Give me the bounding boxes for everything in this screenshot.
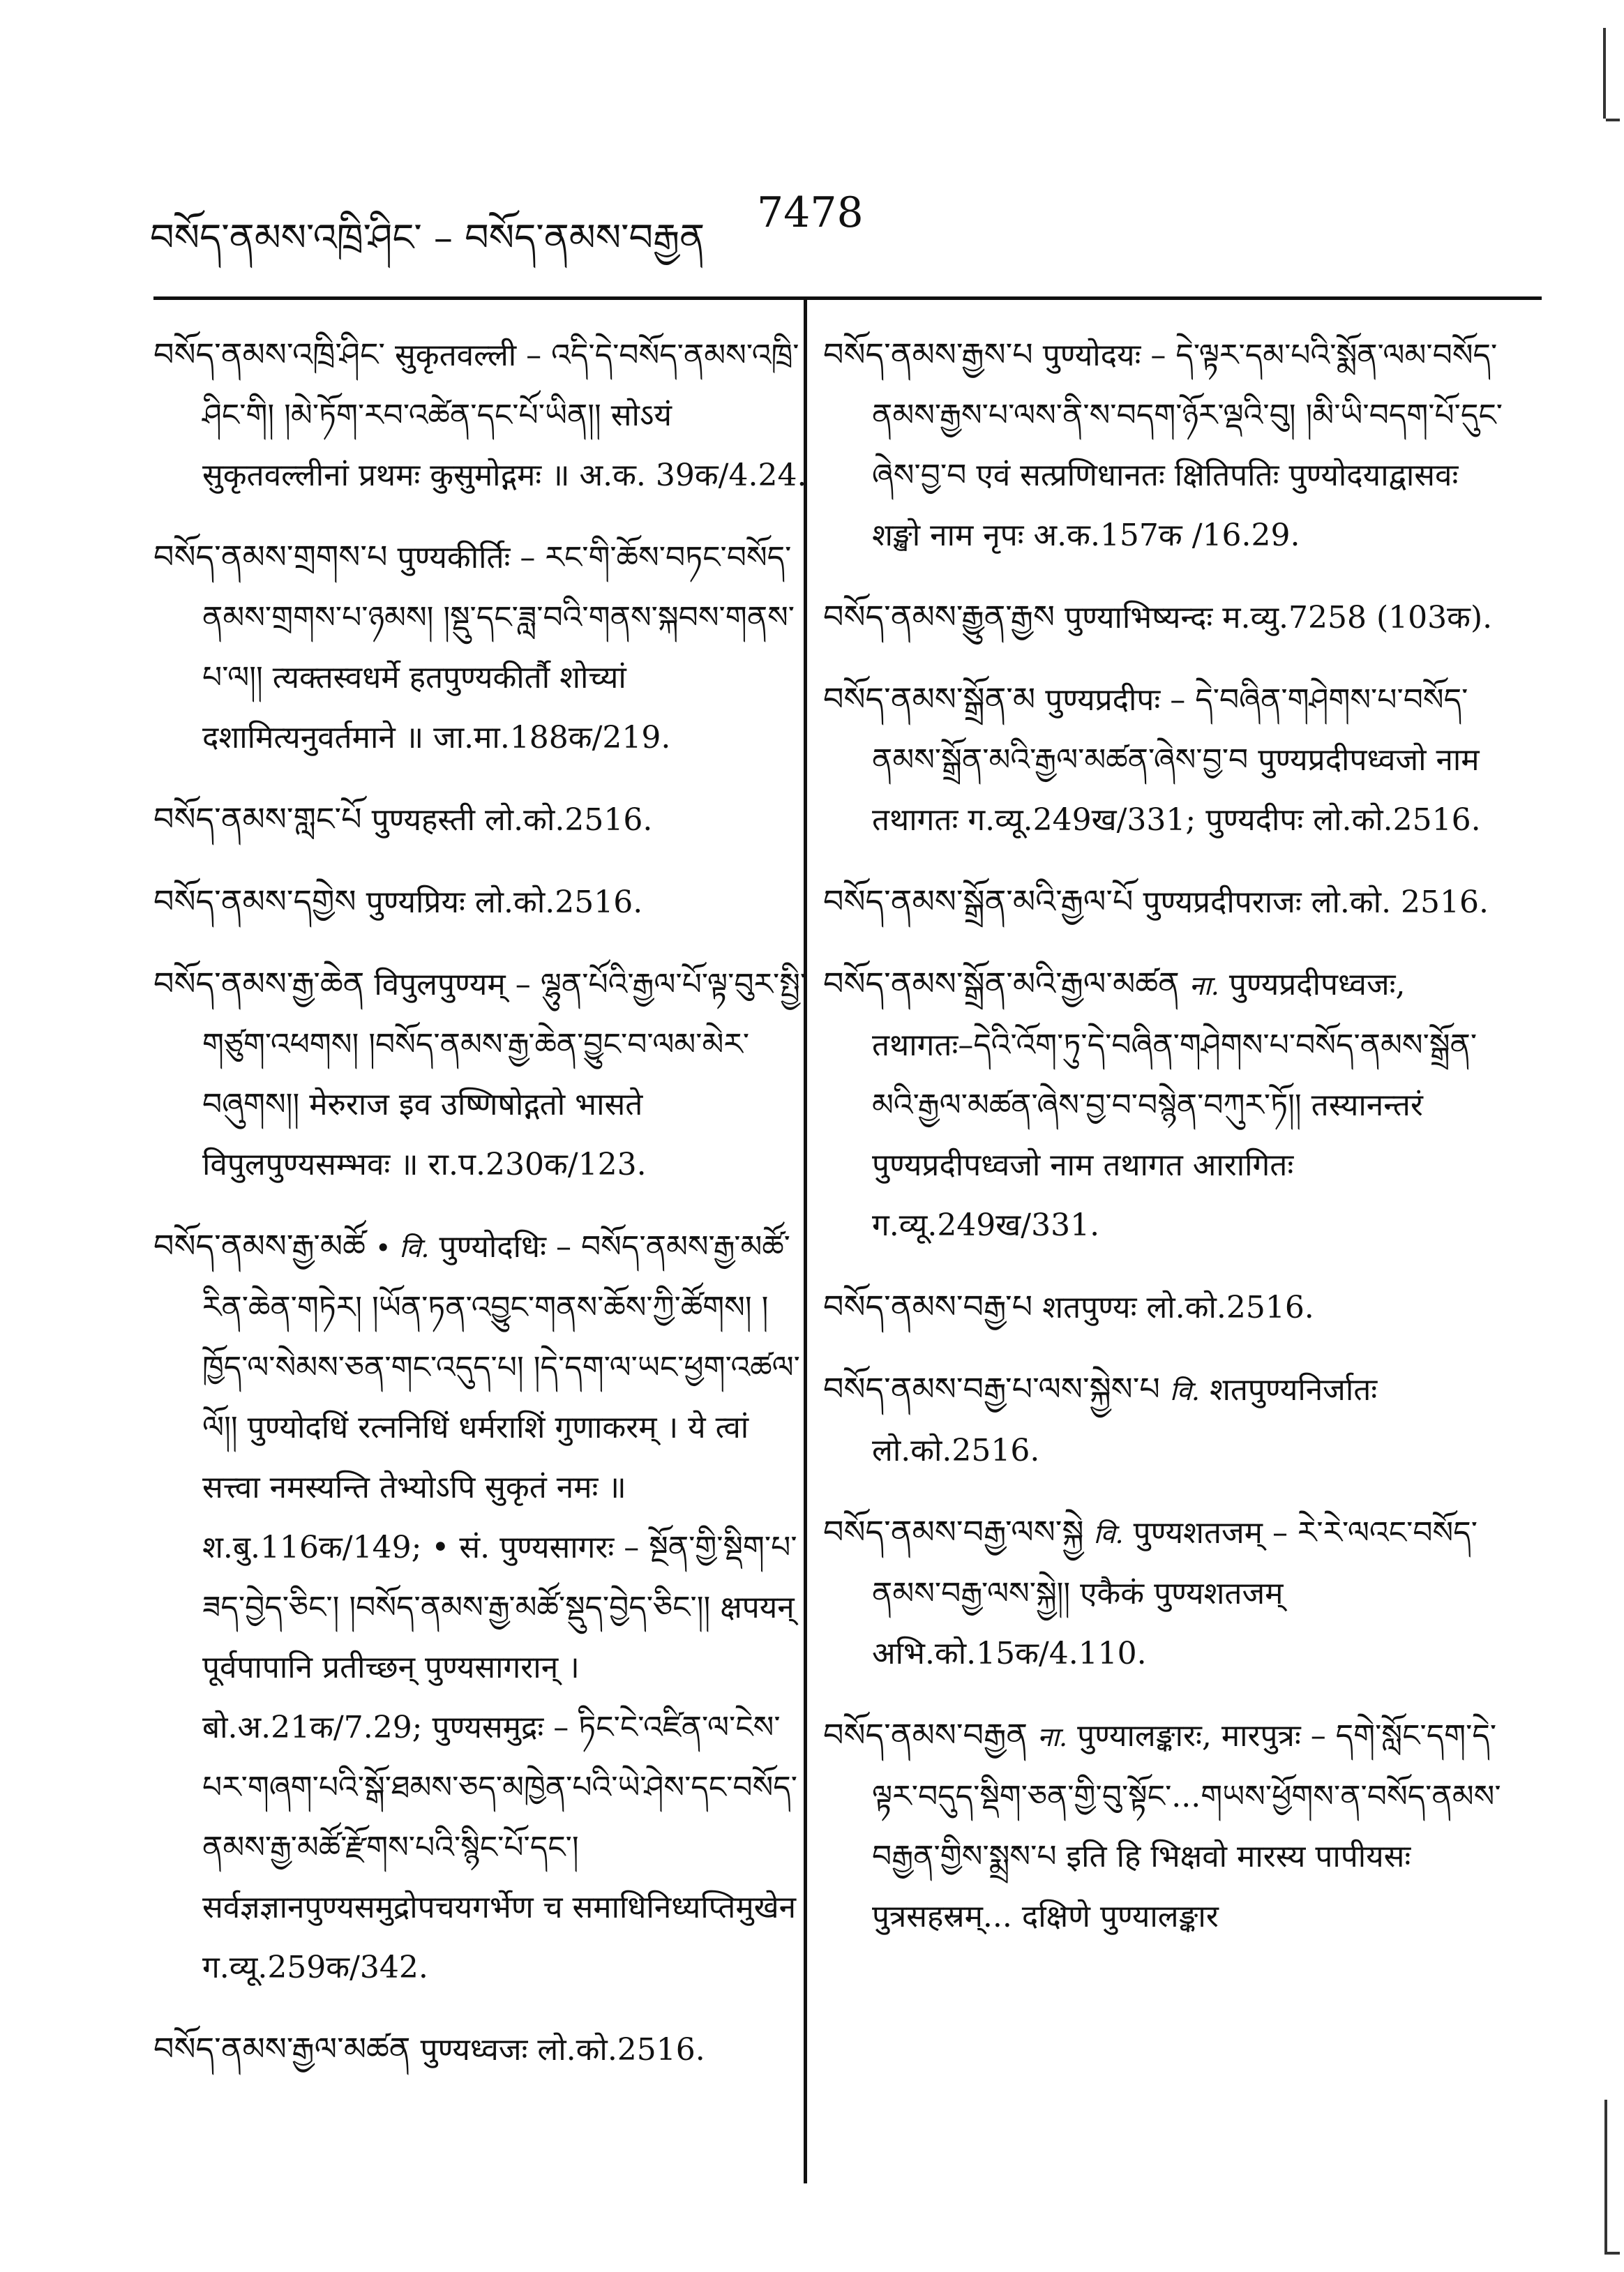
entry-body: पुण्याभिष्यन्दः म.व्यु.7258 (103क).	[1065, 600, 1493, 635]
entry-body: पुण्यहस्ती लो.को.2516.	[371, 802, 653, 838]
entry-headword: བསོད་ནམས་རྒྱལ་མཚན	[153, 2030, 411, 2068]
entry-headword: བསོད་ནམས་བརྒྱ་པ	[823, 1288, 1033, 1325]
entry-headword: བསོད་ནམས་བརྒྱ་ལས་སྐྱེ	[823, 1513, 1084, 1551]
entry-grammar-label: वि.	[1169, 1376, 1200, 1406]
entry-headword: བསོད་ནམས་རྒྱ་མཚོ	[153, 1227, 366, 1265]
entry-grammar-label: • वि.	[375, 1233, 430, 1263]
entry-headword: བསོད་ནམས་རྒྱུན་རྒྱས	[823, 598, 1055, 635]
margin-mark	[1604, 2100, 1607, 2253]
entry-headword: བསོད་ནམས་བརྒྱ་པ་ལས་སྐྱེས་པ	[823, 1370, 1160, 1408]
entry-headword: བསོད་ནམས་རྒྱ་ཆེན	[153, 965, 365, 1002]
dictionary-entry	[823, 1705, 1514, 1947]
header-range: བསོད་ནམས་འཁྲི་ཤིང་ – བསོད་ནམས་བརྒྱན	[150, 216, 705, 259]
entry-body: पुण्यकीर्तिः – རང་གི་ཆོས་བཏང་བསོད་ནམས་གྲགས་པ་ཉམས། །སྡུ་དང་ཟླ་བའི་གནས་སྐབས་གནས་པ་ལ།། त्यक्तस्वधर्मे हतपुण्यकीर्तौ शोच्यां दशामित्यनुवर्तमाने ॥ जा.मा.188क/219.	[202, 540, 795, 755]
dictionary-entry	[823, 587, 1514, 648]
entry-grammar-label: ना.	[1037, 1722, 1068, 1752]
entry-headword: བསོད་ནམས་གྲགས་པ	[153, 538, 388, 575]
dictionary-entry	[153, 954, 809, 1195]
entry-body: पुण्योदधिः – བསོད་ནམས་རྒྱ་མཚོ་རིན་ཆེན་གཏེར། །ཡོན་ཏན་འབྱུང་གནས་ཆོས་ཀྱི་ཚོགས། །ཁྱོད་ལ་སེམས་ཅན་གང་འདུད་པ། །དེ་དག་ལ་ཡང་ཕྱག་འཚལ་ལོ།། पुण्योदधिं रत्ननिधिं धर्मराशिं गुणाकरम् । ये त्वां सत्त्वा नमस्यन्ति तेभ्योऽपि सुकृतं नमः ॥ श.बु.116क/149; • सं. पुण्यसागरः – སྔོན་གྱི་སྡིག་པ་ཟད་བྱེད་ཅིང་། །བསོད་ནམས་རྒྱ་མཚོ་སྡུད་བྱེད་ཅིང་།། क्षपयन् पूर्वपापानि प्रतीच्छन् पुण्यसागरान् । बो.अ.21क/7.29; पुण्यसमुद्रः – ཏིང་ངེ་འཛིན་ལ་ངེས་པར་གཞག་པའི་སྒོ་ཐམས་ཅད་མཁྱེན་པའི་ཡེ་ཤེས་དང་བསོད་ནམས་རྒྱ་མཚོ་རྫོགས་པའི་སྙིང་པོ་དང་། सर्वज्ञज्ञानपुण्यसमुद्रोपचयगर्भेण च समाधिनिध्यप्तिमुखेन ग.व्यू.259क/342.	[202, 1229, 800, 1985]
page-number: 7478	[757, 188, 864, 237]
dictionary-entry	[823, 1359, 1514, 1481]
entry-headword: བསོད་ནམས་དགྱེས	[153, 882, 356, 920]
margin-mark	[1604, 2252, 1620, 2255]
dictionary-entry	[823, 1502, 1514, 1684]
entry-body: विपुलपुण्यम् – ལྷུན་པོའི་རྒྱལ་པོ་ལྟ་བུར་སྤྱི་གཙུག་འཕགས། །བསོད་ནམས་རྒྱ་ཆེན་བྱུང་བ་ལམ་མེར་བཞུགས།། मेरुराज इव उष्णिषोद्गतो भासते विपुलपुण्यसम्भवः ॥ रा.प.230क/123.	[202, 967, 807, 1182]
entry-headword: བསོད་ནམས་བརྒྱན	[823, 1716, 1028, 1754]
margin-mark	[1606, 119, 1620, 121]
entry-body: पुण्यशतजम् – རེ་རེ་ལའང་བསོད་ནམས་བརྒྱ་ལས་སྐྱེ།། एकैकं पुण्यशतजम् अभि.को.15क/4.110.	[872, 1515, 1478, 1671]
dictionary-entry	[153, 789, 809, 850]
dictionary-entry	[153, 527, 809, 768]
left-column	[153, 324, 809, 2101]
right-column	[823, 324, 1514, 1968]
entry-body: शतपुण्यः लो.को.2516.	[1042, 1290, 1314, 1325]
entry-body: पुण्यध्वजः लो.को.2516.	[420, 2032, 705, 2068]
entry-body: सुकृतवल्ली – འདི་དེ་བསོད་ནམས་འཁྲི་ཤིང་གི། །མེ་ཏོག་རབ་འཚེན་དང་པོ་ཡིན།། सोऽयं सुकृतवल्लीनां प्रथमः कुसुमोद्गमः ॥ अ.क. 39क/4.24.	[202, 338, 807, 493]
dictionary-entry	[153, 2019, 809, 2080]
entry-headword: བསོད་ནམས་སྒྲོན་མའི་རྒྱལ་མཚན	[823, 965, 1180, 1002]
margin-mark	[1603, 28, 1606, 119]
entry-body: पुण्योदयः – དེ་ལྟར་དམ་པའི་སྨོན་ལམ་བསོད་ནམས་རྒྱས་པ་ལས་ནི་ས་བདག་ཉོར་ལྡའི་བུ། །མི་ཡི་བདག་པོ་དུང་ཞེས་བྱ་བ एवं सत्प्रणिधानतः क्षितिपतिः पुण्योदयाद्वासवः शङ्खो नाम नृपः अ.क.157क /16.29.	[872, 338, 1503, 553]
entry-headword: བསོད་ནམས་གླང་པོ	[153, 800, 362, 838]
entry-grammar-label: ना.	[1189, 970, 1219, 1001]
entry-body: शतपुण्यनिर्जातः लो.को.2516.	[872, 1372, 1378, 1468]
entry-headword: བསོད་ནམས་སྒྲོན་མ	[823, 680, 1036, 718]
entry-grammar-label: वि.	[1093, 1519, 1124, 1549]
entry-body: पुण्यालङ्कारः, मारपुत्रः – དགེ་སློང་དག་དེ་ལྟར་བདུད་སྡིག་ཅན་གྱི་བུ་སྟོང་...གཡས་ཕྱོགས་ན་བསོད་ནམས་བརྒྱན་གྱིས་སྨྲས་པ इति हि भिक्षवो मारस्य पापीयसः पुत्रसहस्रम्... दक्षिणे पुण्यालङ्कार	[872, 1718, 1501, 1934]
entry-body: पुण्यप्रदीपराजः लो.को. 2516.	[1143, 885, 1489, 920]
entry-body: पुण्यप्रदीपः – དེ་བཞིན་གཤེགས་པ་བསོད་ནམས་སྒྲོན་མའི་རྒྱལ་མཚན་ཞེས་བྱ་བ पुण्यप्रदीपध्वजो नाम तथागतः ग.व्यू.249ख/331; पुण्यदीपः लो.को.2516.	[872, 682, 1481, 838]
dictionary-entry	[153, 1216, 809, 1998]
dictionary-entry	[153, 324, 809, 506]
entry-body: पुण्यप्रदीपध्वजः, तथागतः–དེའི་འོག་ཏུ་དེ་བཞིན་གཤེགས་པ་བསོད་ནམས་སྒྲོན་མའི་རྒྱལ་མཚན་ཞེས་བྱ་བ་བསྙེན་བཀུར་ཏོ།། तस्यानन्तरं पुण्यप्रदीपध्वजो नाम तथागत आरागितः ग.व्यू.249ख/331.	[872, 967, 1478, 1243]
dictionary-entry	[823, 871, 1514, 933]
entry-body: पुण्यप्रियः लो.को.2516.	[366, 885, 643, 920]
dictionary-entry	[823, 669, 1514, 850]
entry-headword: བསོད་ནམས་འཁྲི་ཤིང་	[153, 336, 386, 373]
header-rule	[153, 296, 1542, 300]
entry-headword: བསོད་ནམས་སྒྲོན་མའི་རྒྱལ་པོ	[823, 882, 1134, 920]
dictionary-entry	[823, 324, 1514, 566]
dictionary-entry	[153, 871, 809, 933]
entry-headword: བསོད་ནམས་རྒྱས་པ	[823, 336, 1033, 373]
page-header	[150, 188, 1510, 259]
dictionary-entry	[823, 1277, 1514, 1338]
dictionary-entry	[823, 954, 1514, 1256]
